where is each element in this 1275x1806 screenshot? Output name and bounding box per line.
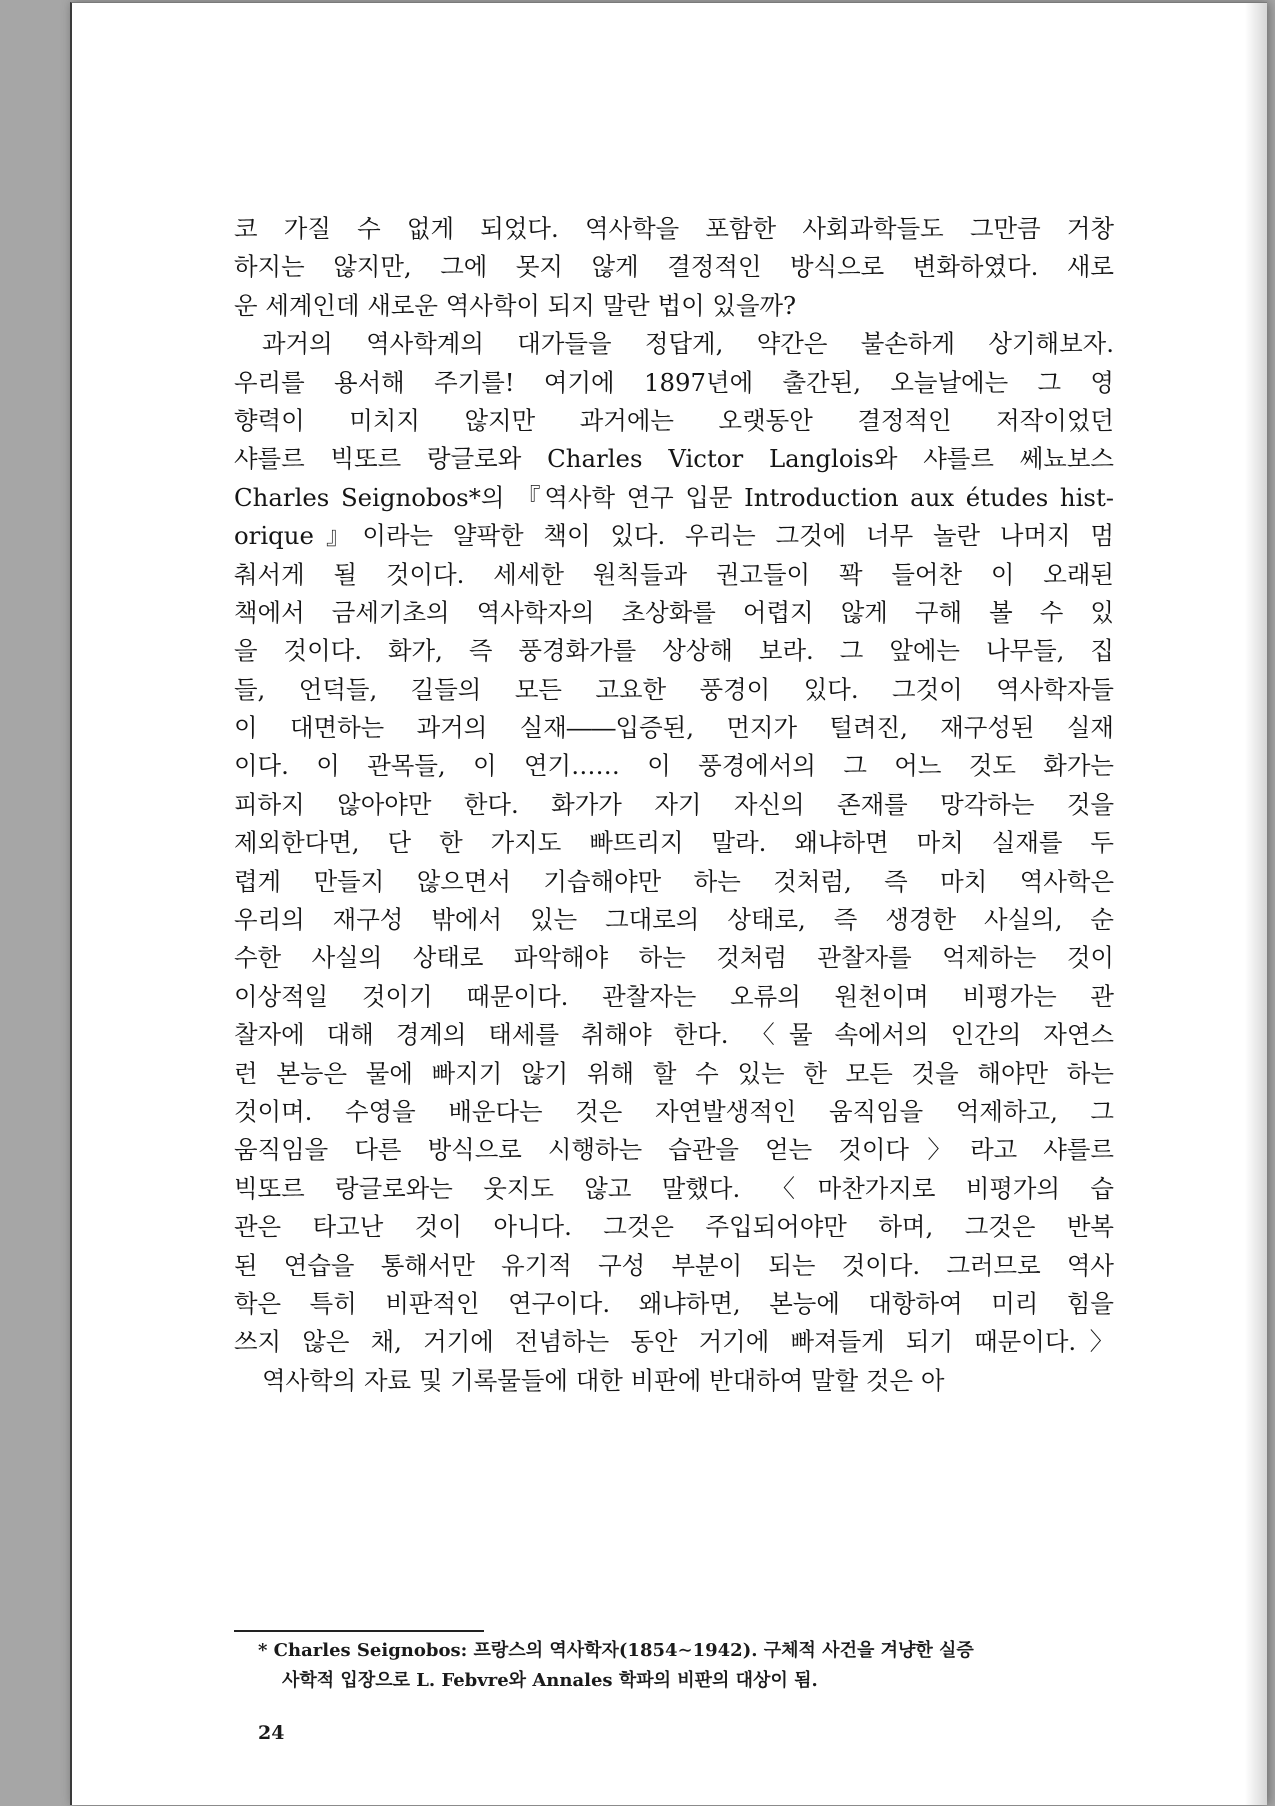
body-line: 피하지 않아야만 한다. 화가가 자기 자신의 존재를 망각하는 것을 bbox=[234, 789, 1114, 819]
body-line: 런 본능은 물에 빠지기 않기 위해 할 수 있는 한 모든 것을 해야만 하는 bbox=[234, 1058, 1114, 1088]
page-number bbox=[258, 1696, 1098, 1749]
body-line: 역사학의 자료 및 기록물들에 대한 비판에 반대하여 말할 것은 아 bbox=[262, 1365, 945, 1395]
body-line: 책에서 금세기초의 역사학자의 초상화를 어렵지 않게 구해 볼 수 있 bbox=[234, 597, 1114, 627]
body-line: 수한 사실의 상태로 파악해야 하는 것처럼 관찰자를 억제하는 것이 bbox=[234, 943, 1114, 973]
body-line: 들, 언덕들, 길들의 모든 고요한 풍경이 있다. 그것이 역사학자들 bbox=[234, 674, 1114, 704]
body-line: Charles Seignobos*의 『역사학 연구 입문 Introduction aux études hist- bbox=[234, 482, 1114, 512]
body-line: 이상적일 것이기 때문이다. 관찰자는 오류의 원천이며 비평가는 관 bbox=[234, 981, 1114, 1011]
body-line: 춰서게 될 것이다. 세세한 원칙들과 권고들이 꽉 들어찬 이 오래된 bbox=[234, 559, 1114, 589]
footnote-line: * Charles Seignobos: 프랑스의 역사학자(1854∼1942). 구체적 사건을 겨냥한 실증 bbox=[258, 1640, 974, 1661]
footnote-rule bbox=[234, 1630, 484, 1632]
body-line: 을 것이다. 화가, 즉 풍경화가를 상상해 보라. 그 앞에는 나무들, 집 bbox=[234, 636, 1114, 666]
body-line: 움직임을 다른 방식으로 시행하는 습관을 얻는 것이다〉라고 샤를르 bbox=[234, 1135, 1114, 1165]
page-number: 24 bbox=[258, 1722, 285, 1744]
body-line: orique』이라는 얄팍한 책이 있다. 우리는 그것에 너무 놀란 나머지 멈 bbox=[234, 521, 1114, 551]
body-line: 이다. 이 관목들, 이 연기…… 이 풍경에서의 그 어느 것도 화가는 bbox=[234, 751, 1114, 781]
body-line: 하지는 않지만, 그에 못지 않게 결정적인 방식으로 변화하였다. 새로 bbox=[234, 252, 1114, 282]
body-line: 우리의 재구성 밖에서 있는 그대로의 상태로, 즉 생경한 사실의, 순 bbox=[234, 905, 1114, 935]
body-line: 샤를르 빅또르 랑글로와 Charles Victor Langlois와 샤를르 쎄뇨보스 bbox=[234, 444, 1114, 474]
body-line: 찰자에 대해 경계의 태세를 취해야 한다. 〈물 속에서의 인간의 자연스 bbox=[234, 1020, 1114, 1050]
footnote-line: 사학적 입장으로 L. Febvre와 Annales 학파의 비판의 대상이 됨. bbox=[282, 1670, 818, 1691]
body-line: 이 대면하는 과거의 실재――입증된, 먼지가 털려진, 재구성된 실재 bbox=[234, 713, 1114, 743]
body-line: 제외한다면, 단 한 가지도 빠뜨리지 말라. 왜냐하면 마치 실재를 두 bbox=[234, 828, 1114, 858]
body-line: 우리를 용서해 주기를! 여기에 1897년에 출간된, 오늘날에는 그 영 bbox=[234, 367, 1114, 397]
body-line: 학은 특히 비판적인 연구이다. 왜냐하면, 본능에 대항하여 미리 힘을 bbox=[234, 1288, 1114, 1318]
body-line: 관은 타고난 것이 아니다. 그것은 주입되어야만 하며, 그것은 반복 bbox=[234, 1212, 1114, 1242]
body-line: 렵게 만들지 않으면서 기습해야만 하는 것처럼, 즉 마치 역사학은 bbox=[234, 866, 1114, 896]
body-line: 빅또르 랑글로와는 웃지도 않고 말했다. 〈마찬가지로 비평가의 습 bbox=[234, 1173, 1114, 1203]
body-line: 된 연습을 통해서만 유기적 구성 부분이 되는 것이다. 그러므로 역사 bbox=[234, 1250, 1114, 1280]
body-text bbox=[234, 210, 1114, 1400]
body-line: 향력이 미치지 않지만 과거에는 오랫동안 결정적인 저작이었던 bbox=[234, 405, 1114, 435]
page-edge-shadow bbox=[1245, 3, 1267, 1805]
body-line: 코 가질 수 없게 되었다. 역사학을 포함한 사회과학들도 그만큼 거창 bbox=[234, 214, 1114, 243]
body-line: 과거의 역사학계의 대가들을 정답게, 약간은 불손하게 상기해보자. bbox=[262, 329, 1114, 359]
body-line: 쓰지 않은 채, 거기에 전념하는 동안 거기에 빠져들게 되기 때문이다.〉 bbox=[234, 1327, 1114, 1357]
body-line: 운 세계인데 새로운 역사학이 되지 말란 법이 있을까? bbox=[234, 290, 797, 320]
footnote bbox=[258, 1636, 1098, 1749]
body-line: 것이며. 수영을 배운다는 것은 자연발생적인 움직임을 억제하고, 그 bbox=[234, 1096, 1114, 1126]
